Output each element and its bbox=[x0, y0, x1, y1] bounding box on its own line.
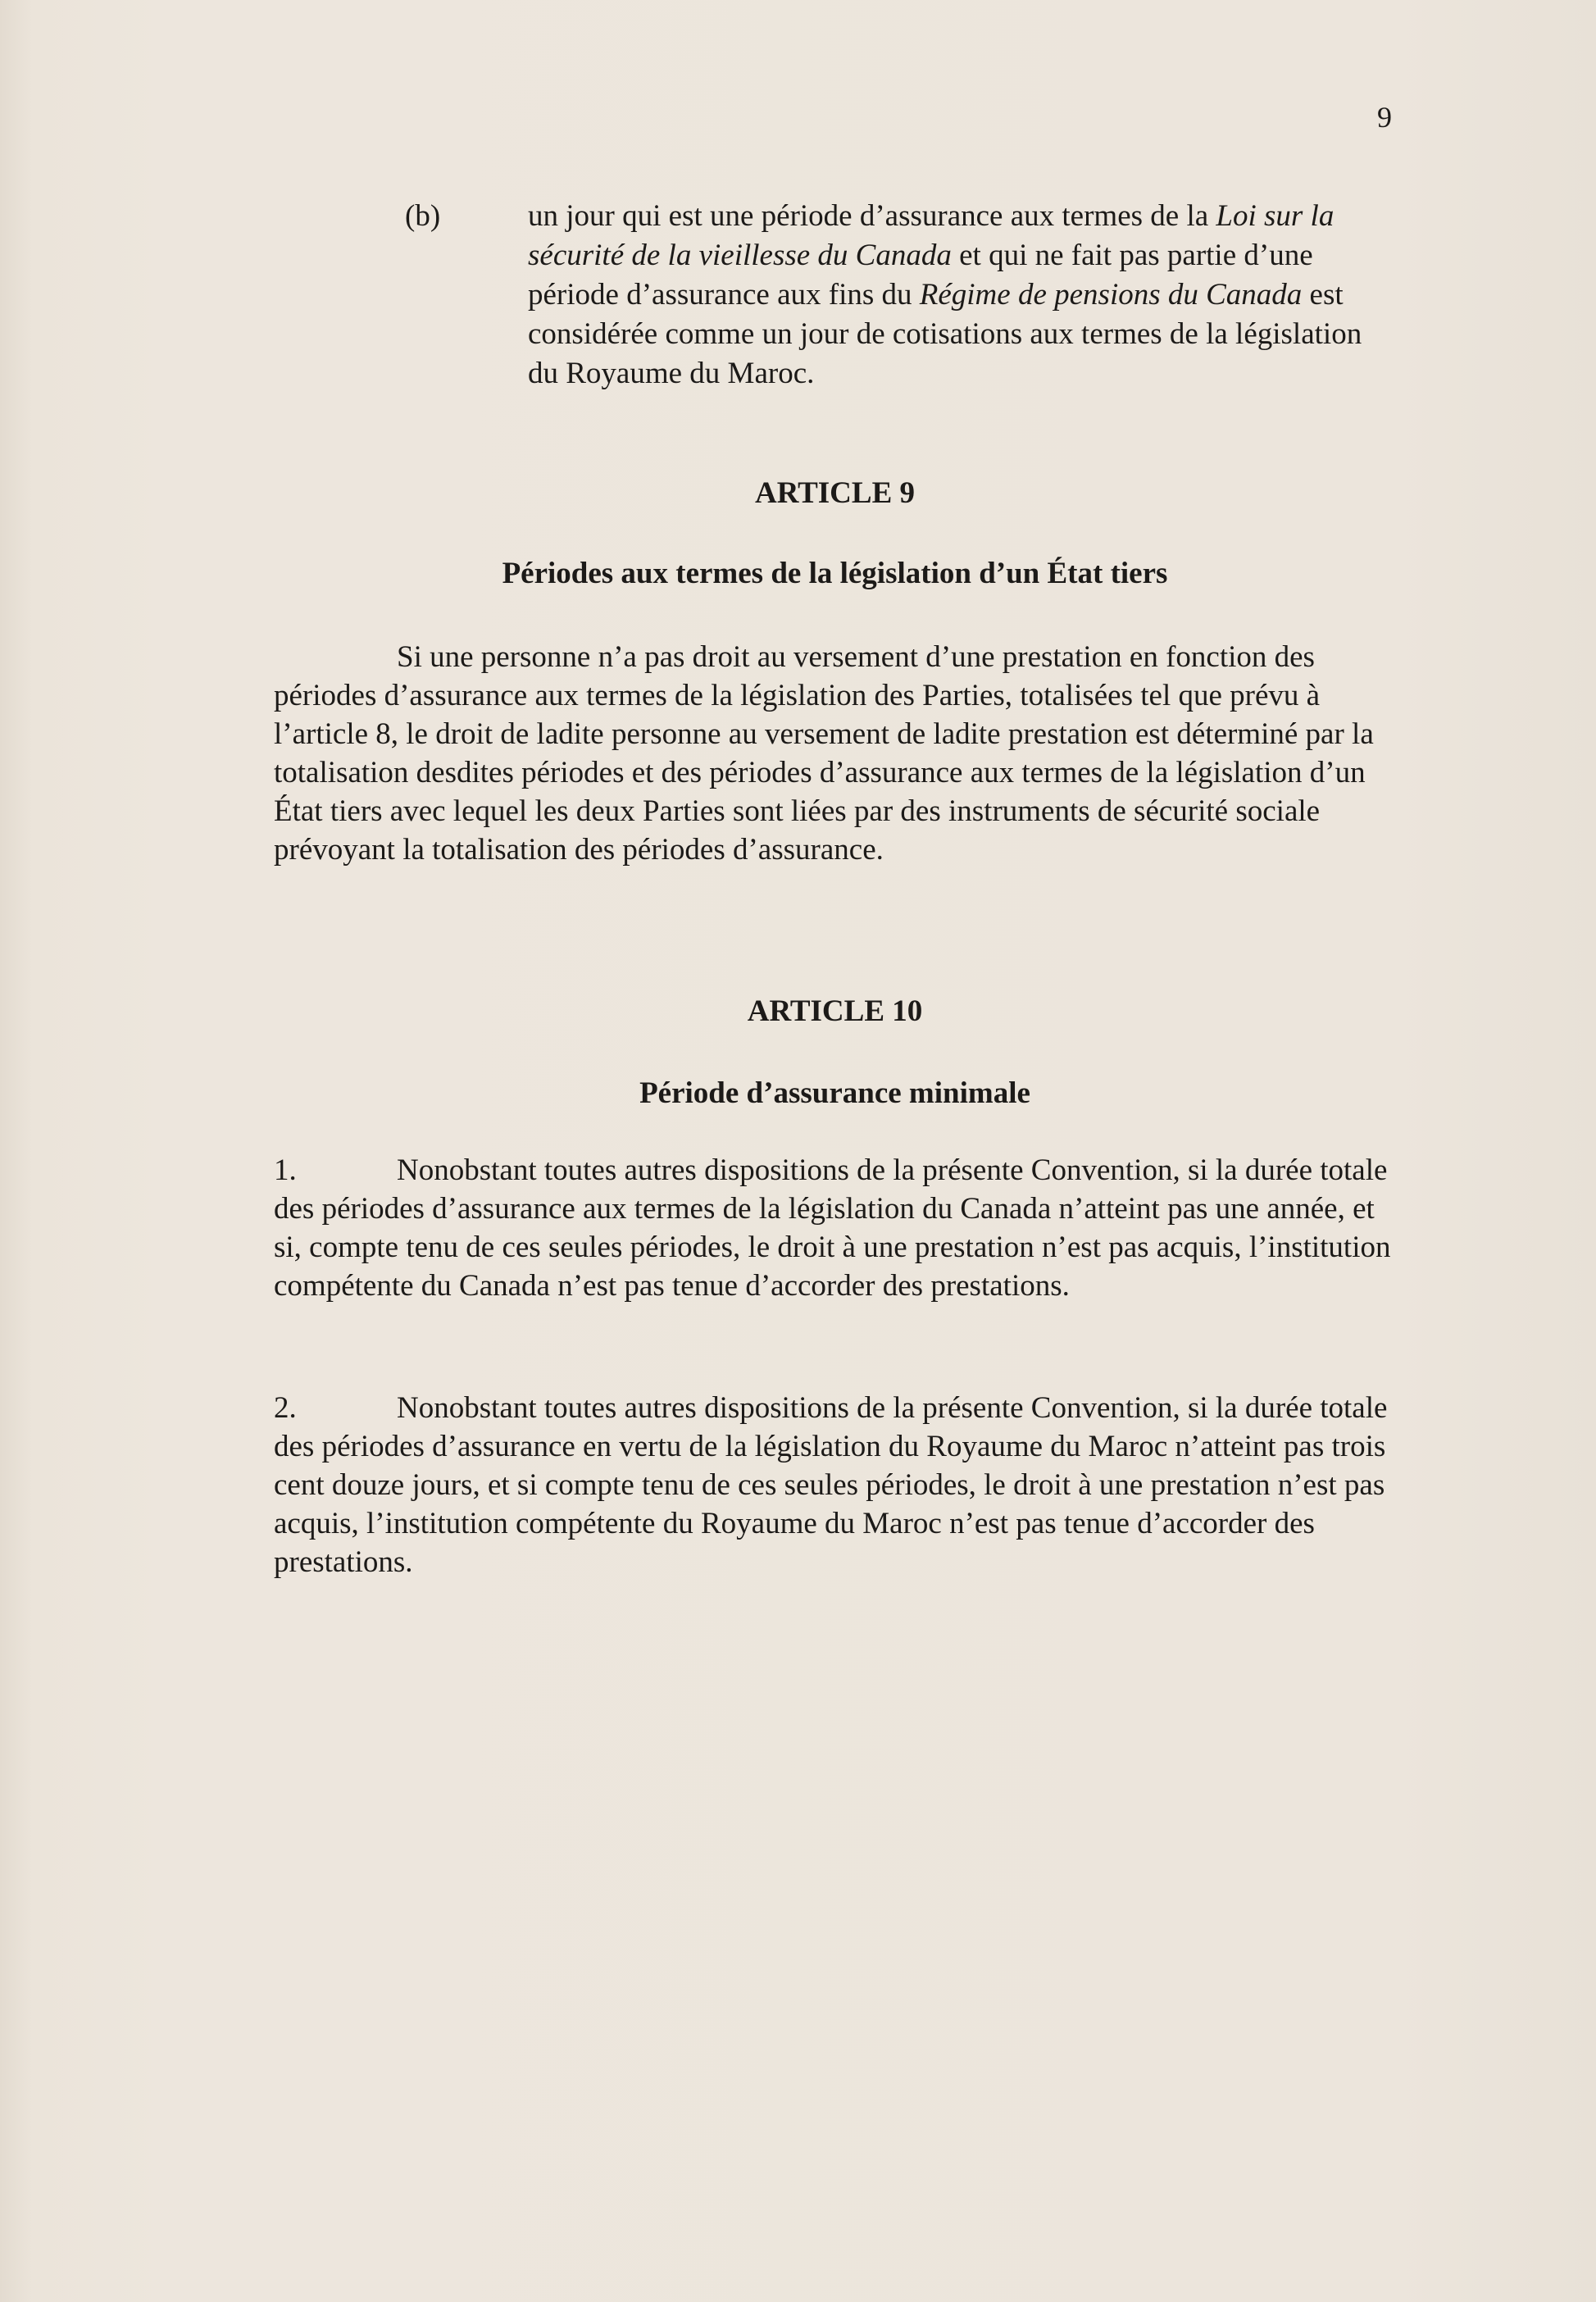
paragraph-number-2: 2. bbox=[274, 1391, 297, 1425]
item-b-label: (b) bbox=[405, 199, 441, 233]
article-10-paragraph-1 bbox=[274, 1151, 1405, 1305]
page-number: 9 bbox=[1377, 101, 1392, 134]
article-10-heading: ARTICLE 10 bbox=[747, 994, 923, 1028]
article-9-title: Périodes aux termes de la législation d’un État tiers bbox=[502, 557, 1168, 590]
paragraph-number-1: 1. bbox=[274, 1153, 297, 1187]
article-9-paragraph bbox=[274, 638, 1405, 869]
article-10-paragraph-2 bbox=[274, 1389, 1405, 1581]
article-10-paragraph-1-text: Nonobstant toutes autres dispositions de la présente Convention, si la durée totale des périodes d’assurance aux termes de la législation du Canada n’atteint pas une année, et si, compte tenu de ces seules périodes, le droit à une prestation n’est pas acquis, l’institution compétente du Canada n’est pas tenue d’accorder des prestations. bbox=[274, 1153, 1391, 1303]
item-b-italic-2: Régime de pensions du Canada bbox=[919, 278, 1303, 312]
item-b-text-2: et qui ne fait pas partie d’une période d’assurance aux fins du bbox=[528, 239, 1313, 312]
article-9-paragraph-text: Si une personne n’a pas droit au versement d’une prestation en fonction des périodes d’assurance aux termes de la législation des Parties, totalisées tel que prévu à l’article 8, le droit de ladite personne au versement de ladite prestation est déterminé par la totalisation desdites périodes et des périodes d’assurance aux termes de la législation d’un État tiers avec lequel les deux Parties sont liées par des instruments de sécurité sociale prévoyant la totalisation des périodes d’assurance. bbox=[274, 640, 1374, 867]
article-9-heading: ARTICLE 9 bbox=[754, 476, 916, 510]
item-b-italic-1: Loi sur la sécurité de la vieillesse du Canada bbox=[528, 199, 1335, 272]
item-b-text bbox=[528, 197, 1389, 394]
article-10-paragraph-2-text: Nonobstant toutes autres dispositions de la présente Convention, si la durée totale des périodes d’assurance en vertu de la législation du Royaume du Maroc n’atteint pas trois cent douze jours, et si compte tenu de ces seules périodes, le droit à une prestation n’est pas acquis, l’institution compétente du Royaume du Maroc n’est pas tenue d’accorder des prestations. bbox=[274, 1391, 1388, 1579]
item-b-text-3: est considérée comme un jour de cotisations aux termes de la législation du Royaume du Maroc. bbox=[528, 278, 1362, 390]
item-b-text-1: un jour qui est une période d’assurance aux termes de la bbox=[528, 199, 1216, 233]
article-10-title: Période d’assurance minimale bbox=[639, 1076, 1030, 1110]
